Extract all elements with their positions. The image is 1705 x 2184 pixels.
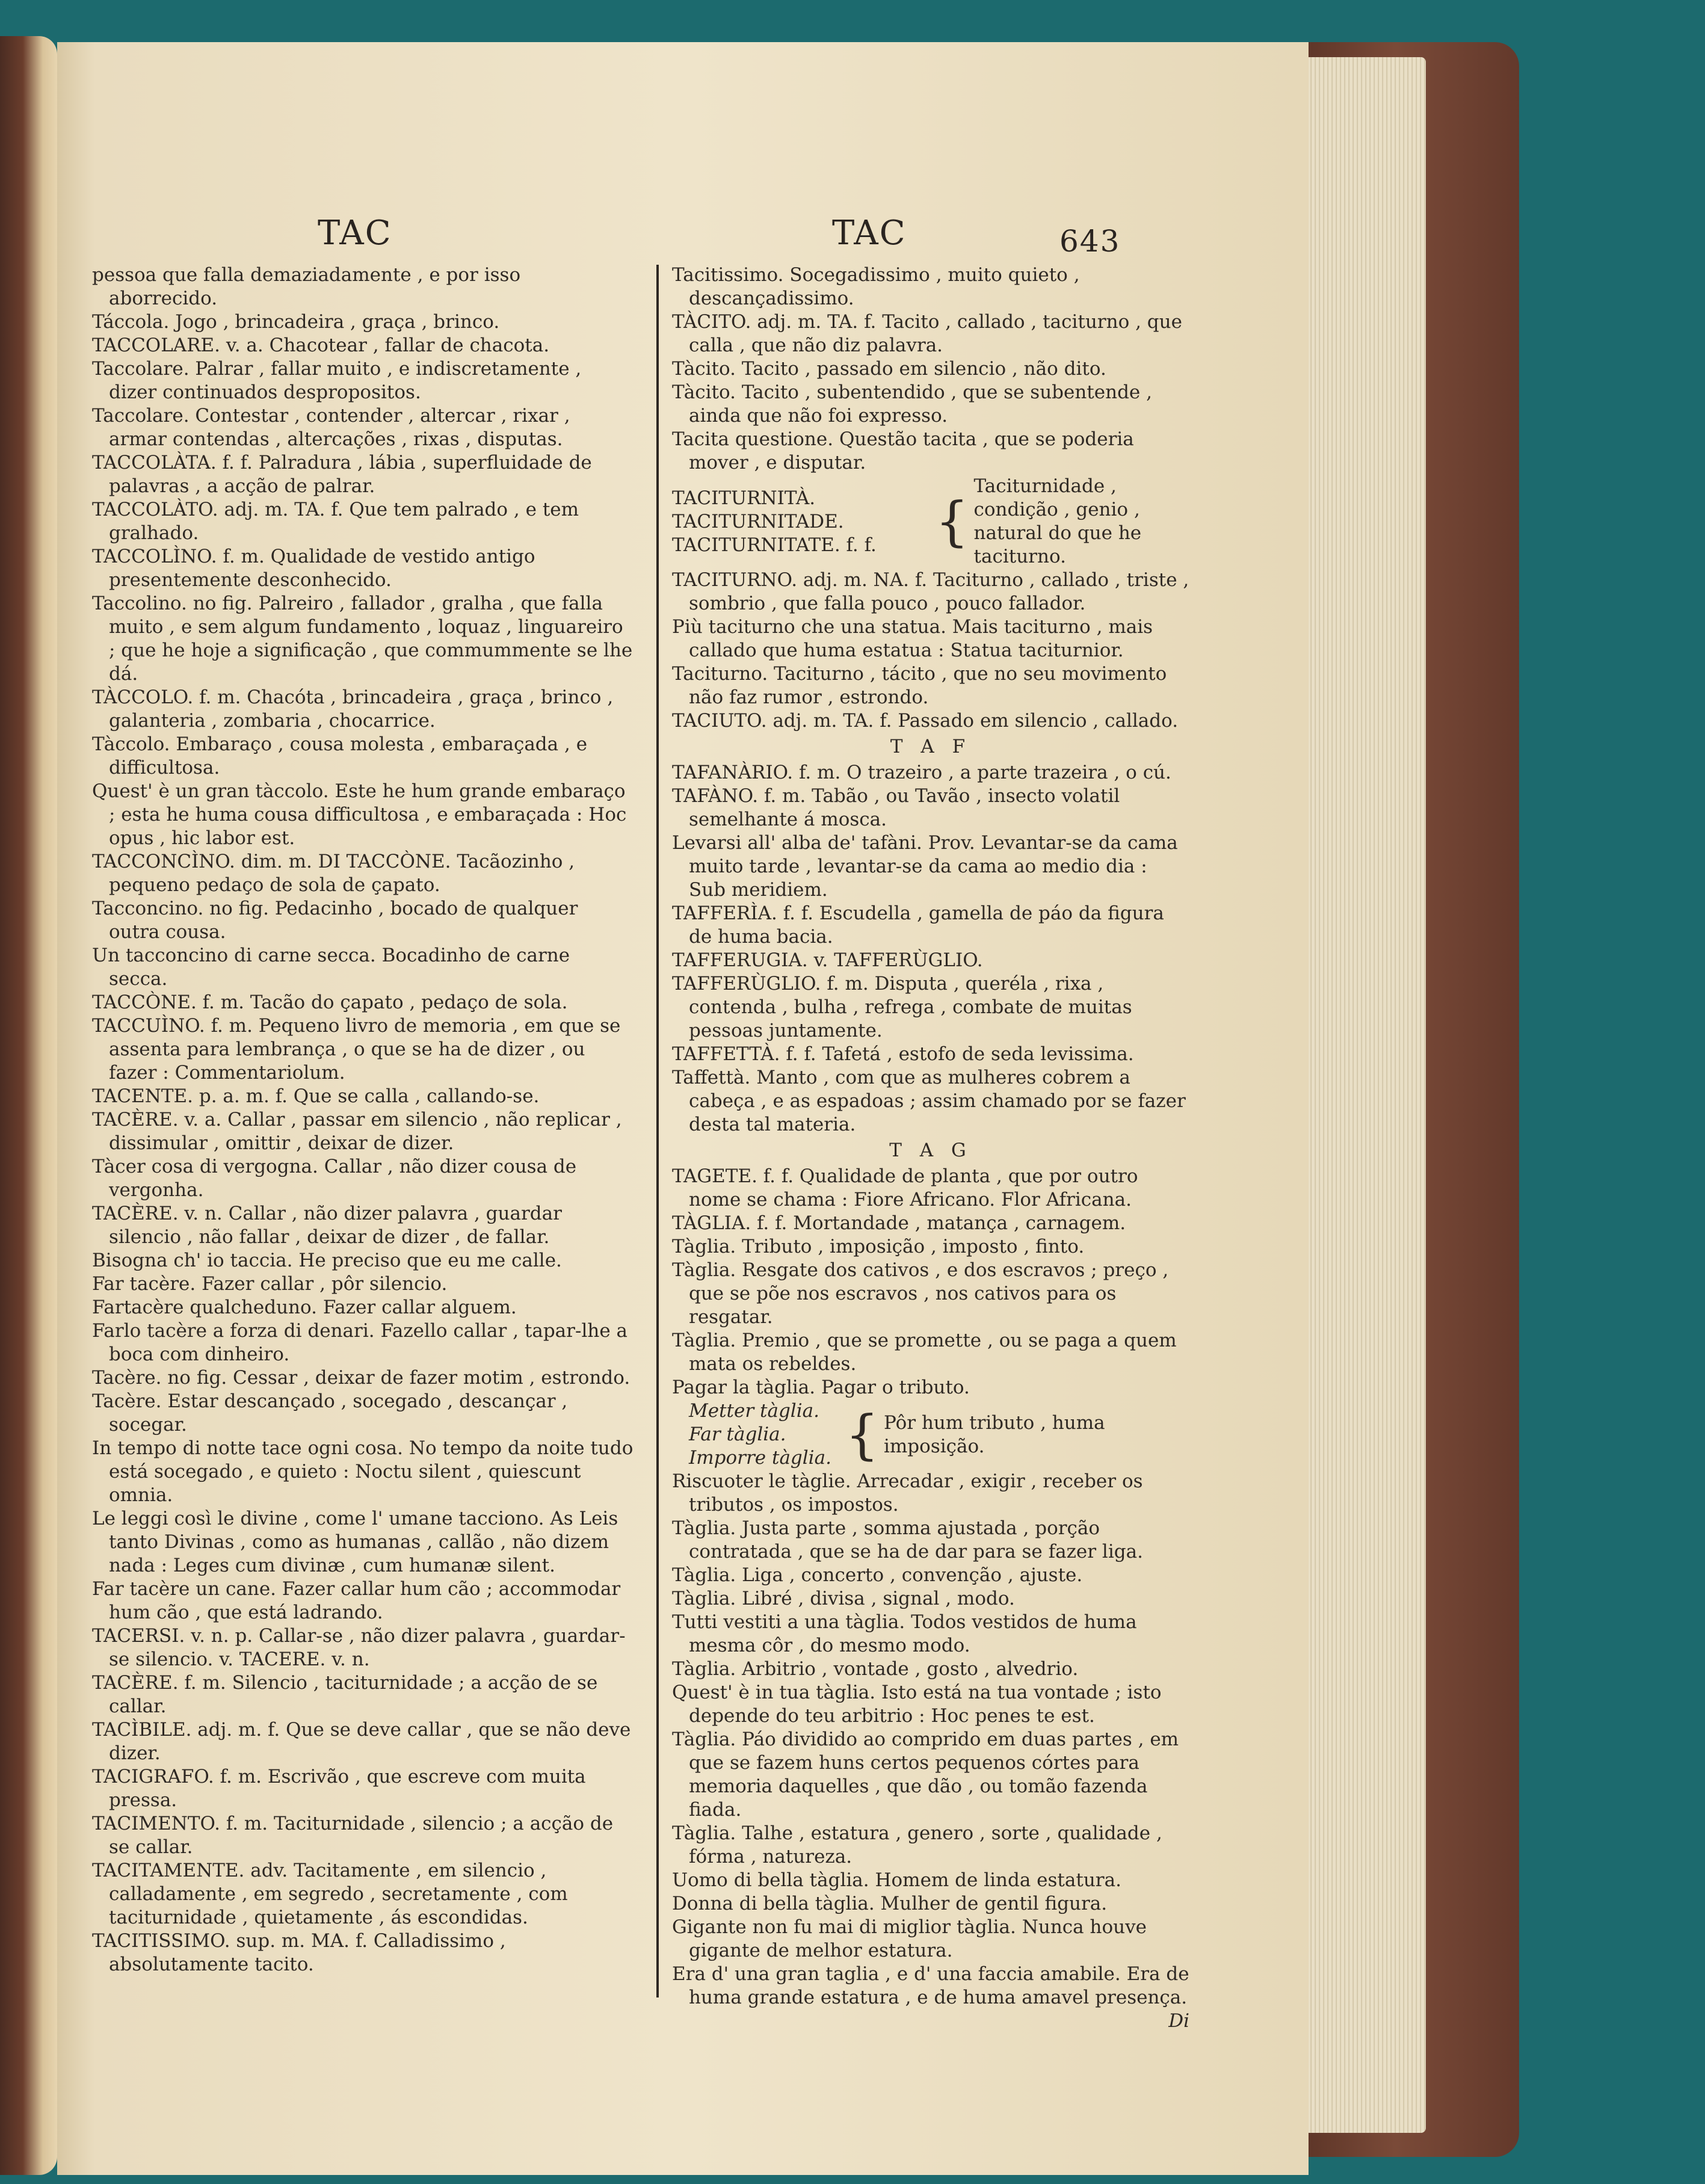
right-column xyxy=(672,264,1189,2033)
dictionary-entry: Più taciturno che una statua. Mais taciturno , mais callado que huma estatua : Statua taciturnior. xyxy=(672,616,1153,661)
dictionary-entry: TAFFERUGIA. v. TAFFERÙGLIO. xyxy=(672,949,983,971)
dictionary-entry: Tàcito. Tacito , passado em silencio , não dito. xyxy=(672,358,1106,380)
dictionary-entry: Uomo di bella tàglia. Homem de linda estatura. xyxy=(672,1869,1121,1891)
dictionary-entry: Tàglia. Resgate dos cativos , e dos escravos ; preço , que se põe nos escravos , nos cativos para os resgatar. xyxy=(672,1259,1169,1328)
dictionary-entry: TAFFETTÀ. f. f. Tafetá , estofo de seda levissima. xyxy=(672,1043,1134,1065)
brace-definition: Taciturnidade , condição , genio , natural do que he taciturno. xyxy=(973,475,1142,567)
catchword: Di xyxy=(1168,2010,1189,2032)
brace-definition: Pôr hum tributo , huma imposição. xyxy=(884,1411,1105,1457)
dictionary-entry: Levarsi all' alba de' tafàni. Prov. Levantar-se da cama muito tarde , levantar-se da cama ao medio dia : Sub meridiem. xyxy=(672,832,1178,901)
dictionary-entry: TACCUÌNO. f. m. Pequeno livro de memoria , em que se assenta para lembrança , o que se ha de dizer , ou fazer : Commentariolum. xyxy=(92,1015,621,1084)
page-edges xyxy=(1300,57,1426,2133)
dictionary-entry: TACCOLÀTA. f. f. Palradura , lábia , superfluidade de palavras , a acção de palrar. xyxy=(92,452,592,497)
left-column xyxy=(92,264,634,1976)
dictionary-entry: TACÌBILE. adj. m. f. Que se deve callar , que se não deve dizer. xyxy=(92,1719,631,1764)
dictionary-entry: TACÈRE. v. a. Callar , passar em silencio , não replicar , dissimular , omittir , deixar de dizer. xyxy=(92,1109,622,1154)
dictionary-entry: Tàglia. Libré , divisa , signal , modo. xyxy=(672,1588,1015,1609)
dictionary-entry: Taccolare. Contestar , contender , altercar , rixar , armar contendas , altercações , rixas , disputas. xyxy=(92,405,570,450)
dictionary-entry: Tutti vestiti a una tàglia. Todos vestidos de huma mesma côr , do mesmo modo. xyxy=(672,1611,1137,1656)
dictionary-entry: Tàglia. Liga , concerto , convenção , ajuste. xyxy=(672,1564,1083,1586)
dictionary-entry: TACCÒNE. f. m. Tacão do çapato , pedaço de sola. xyxy=(92,992,568,1013)
brace-group-metter-taglia xyxy=(672,1399,1173,1470)
dictionary-entry: pessoa que falla demaziadamente , e por isso aborrecido. xyxy=(92,264,521,309)
dictionary-entry: Tàglia. Talhe , estatura , genero , sorte , qualidade , fórma , natureza. xyxy=(672,1822,1162,1868)
dictionary-entry: TACERSI. v. n. p. Callar-se , não dizer palavra , guardar-se silencio. v. TACERE. v. n. xyxy=(92,1625,626,1670)
dictionary-entry: TAFÀNO. f. m. Tabão , ou Tavão , insecto volatil semelhante á mosca. xyxy=(672,785,1120,830)
dictionary-entry: Tàglia. Premio , que se promette , ou se paga a quem mata os rebeldes. xyxy=(672,1330,1177,1375)
dictionary-entry: TACIMENTO. f. m. Taciturnidade , silencio ; a acção de se callar. xyxy=(92,1813,614,1858)
dictionary-entry: Riscuoter le tàglie. Arrecadar , exigir , receber os tributos , os impostos. xyxy=(672,1470,1143,1516)
section-heading-tag: T A G xyxy=(889,1140,972,1161)
dictionary-entry: Taciturno. Taciturno , tácito , que no seu movimento não faz rumor , estrondo. xyxy=(672,663,1167,708)
dictionary-entry: Tàglia. Páo dividido ao comprido em duas partes , em que se fazem huns certos pequenos córtes para memoria daquelles , que dão , ou tomão fazenda fiada. xyxy=(672,1729,1179,1821)
dictionary-entry: TACCONCÌNO. dim. m. DI TACCÒNE. Tacãozinho , pequeno pedaço de sola de çapato. xyxy=(92,851,575,896)
dictionary-entry: TÀCITO. adj. m. TA. f. Tacito , callado , taciturno , que calla , que não diz palavra. xyxy=(672,311,1182,356)
column-rule xyxy=(656,265,659,1997)
dictionary-entry: Far tacère. Fazer callar , pôr silencio. xyxy=(92,1273,448,1295)
dictionary-entry: Un tacconcino di carne secca. Bocadinho de carne secca. xyxy=(92,945,570,990)
dictionary-entry: Tàglia. Tributo , imposição , imposto , finto. xyxy=(672,1236,1085,1257)
dictionary-entry: TACIUTO. adj. m. TA. f. Passado em silencio , callado. xyxy=(672,710,1179,732)
dictionary-entry: Tacconcino. no fig. Pedacinho , bocado de qualquer outra cousa. xyxy=(92,898,578,943)
dictionary-entry: Tàccolo. Embaraço , cousa molesta , embaraçada , e difficultosa. xyxy=(92,733,588,779)
dictionary-entry: TACCOLÀTO. adj. m. TA. f. Que tem palrado , e tem gralhado. xyxy=(92,499,579,544)
dictionary-entry: Donna di bella tàglia. Mulher de gentil figura. xyxy=(672,1893,1108,1914)
dictionary-entry: Fartacère qualcheduno. Fazer callar alguem. xyxy=(92,1297,517,1318)
brace-symbol: { xyxy=(845,1403,879,1466)
dictionary-entry: TACÈRE. v. n. Callar , não dizer palavra , guardar silencio , não fallar , deixar de dizer , de fallar. xyxy=(92,1203,562,1248)
dictionary-entry: Tàglia. Justa parte , somma ajustada , porção contratada , que se ha de dar para se fazer liga. xyxy=(672,1517,1143,1562)
brace-term: Metter tàglia. xyxy=(689,1400,819,1422)
dictionary-entry: Taccolino. no fig. Palreiro , fallador , gralha , que falla muito , e sem algum fundamento , loquaz , linguareiro ; que he hoje a significação , que commummente se lhe dá. xyxy=(92,593,633,685)
section-heading-taf: T A F xyxy=(890,736,972,757)
dictionary-entry: TACITISSIMO. sup. m. MA. f. Calladissimo , absolutamente tacito. xyxy=(92,1930,506,1975)
dictionary-entry: TAFANÀRIO. f. m. O trazeiro , a parte trazeira , o cú. xyxy=(672,762,1171,783)
dictionary-entry: TACIGRAFO. f. m. Escrivão , que escreve com muita pressa. xyxy=(92,1766,586,1811)
brace-term: Far tàglia. xyxy=(689,1424,786,1445)
dictionary-entry: Tacitissimo. Socegadissimo , muito quieto , descançadissimo. xyxy=(672,264,1080,309)
dictionary-entry: Era d' una gran taglia , e d' una faccia amabile. Era de huma grande estatura , e de huma amavel presença. xyxy=(672,1963,1189,2008)
right-running-head: TAC xyxy=(832,214,907,253)
dictionary-entry: TACENTE. p. a. m. f. Que se calla , callando-se. xyxy=(92,1085,540,1107)
page-number: 643 xyxy=(1059,224,1121,259)
dictionary-entry: TAGETE. f. f. Qualidade de planta , que por outro nome se chama : Fiore Africano. Flor Africana. xyxy=(672,1165,1138,1211)
brace-term: TACITURNITADE. xyxy=(672,510,844,532)
dictionary-entry: Pagar la tàglia. Pagar o tributo. xyxy=(672,1377,970,1398)
brace-symbol: { xyxy=(935,490,969,552)
dictionary-entry: TACITURNO. adj. m. NA. f. Taciturno , callado , triste , sombrio , que falla pouco , pouco fallador. xyxy=(672,569,1189,614)
brace-term: TACITURNITÀ. xyxy=(672,487,816,509)
dictionary-entry: Tacère. Estar descançado , socegado , descançar , socegar. xyxy=(92,1390,568,1436)
dictionary-entry: TACÈRE. f. m. Silencio , taciturnidade ; a acção de se callar. xyxy=(92,1672,598,1717)
dictionary-entry: Taccolare. Palrar , fallar muito , e indiscretamente , dizer continuados despropositos. xyxy=(92,358,582,403)
dictionary-entry: Quest' è un gran tàccolo. Este he hum grande embaraço ; esta he huma cousa difficultosa , e embaraçada : Hoc opus , hic labor est. xyxy=(92,780,627,849)
book-page xyxy=(57,42,1309,2175)
dictionary-entry: TACITAMENTE. adv. Tacitamente , em silencio , calladamente , em segredo , secretamente , com taciturnidade , quietamente , ás escondidas. xyxy=(92,1860,568,1928)
brace-group-taciturnita xyxy=(672,475,1189,569)
dictionary-entry: TAFFERÙGLIO. f. m. Disputa , queréla , rixa , contenda , bulha , refrega , combate de muitas pessoas juntamente. xyxy=(672,973,1132,1041)
dictionary-entry: Le leggi così le divine , come l' umane tacciono. As Leis tanto Divinas , como as humanas , callão , não dizem nada : Leges cum divinæ , cum humanæ silent. xyxy=(92,1508,618,1576)
dictionary-entry: Táccola. Jogo , brincadeira , graça , brinco. xyxy=(92,311,500,333)
dictionary-entry: Tacère. no fig. Cessar , deixar de fazer motim , estrondo. xyxy=(92,1367,631,1389)
dictionary-entry: Tacita questione. Questão tacita , que se poderia mover , e disputar. xyxy=(672,428,1134,474)
dictionary-entry: TÀGLIA. f. f. Mortandade , matança , carnagem. xyxy=(672,1212,1126,1234)
dictionary-entry: Tàcer cosa di vergogna. Callar , não dizer cousa de vergonha. xyxy=(92,1156,577,1201)
dictionary-entry: TÀCCOLO. f. m. Chacóta , brincadeira , graça , brinco , galanteria , zombaria , chocarrice. xyxy=(92,686,614,732)
dictionary-entry: TACCOLÌNO. f. m. Qualidade de vestido antigo presentemente desconhecido. xyxy=(92,546,535,591)
dictionary-entry: Farlo tacère a forza di denari. Fazello callar , tapar-lhe a boca com dinheiro. xyxy=(92,1320,628,1365)
dictionary-entry: TAFFERÌA. f. f. Escudella , gamella de páo da figura de huma bacia. xyxy=(672,902,1164,948)
dictionary-entry: Tàglia. Arbitrio , vontade , gosto , alvedrio. xyxy=(672,1658,1079,1680)
left-running-head: TAC xyxy=(318,214,392,253)
dictionary-entry: TACCOLARE. v. a. Chacotear , fallar de chacota. xyxy=(92,335,550,356)
dictionary-entry: Bisogna ch' io taccia. He preciso que eu me calle. xyxy=(92,1250,562,1271)
dictionary-entry: Gigante non fu mai di miglior tàglia. Nunca houve gigante de melhor estatura. xyxy=(672,1916,1147,1961)
dictionary-entry: In tempo di notte tace ogni cosa. No tempo da noite tudo está socegado , e quieto : Noctu silent , quiescunt omnia. xyxy=(92,1437,634,1506)
brace-term: TACITURNITATE. f. f. xyxy=(672,534,877,556)
brace-term: Imporre tàglia. xyxy=(689,1447,831,1469)
dictionary-entry: Far tacère un cane. Fazer callar hum cão ; accommodar hum cão , que está ladrando. xyxy=(92,1578,621,1623)
dictionary-entry: Quest' è in tua tàglia. Isto está na tua vontade ; isto depende do teu arbitrio : Hoc penes te est. xyxy=(672,1682,1162,1727)
dictionary-entry: Tàcito. Tacito , subentendido , que se subentende , ainda que não foi expresso. xyxy=(672,381,1152,427)
dictionary-entry: Taffettà. Manto , com que as mulheres cobrem a cabeça , e as espadoas ; assim chamado por se fazer desta tal materia. xyxy=(672,1067,1186,1135)
facing-page-edge xyxy=(0,36,57,2175)
